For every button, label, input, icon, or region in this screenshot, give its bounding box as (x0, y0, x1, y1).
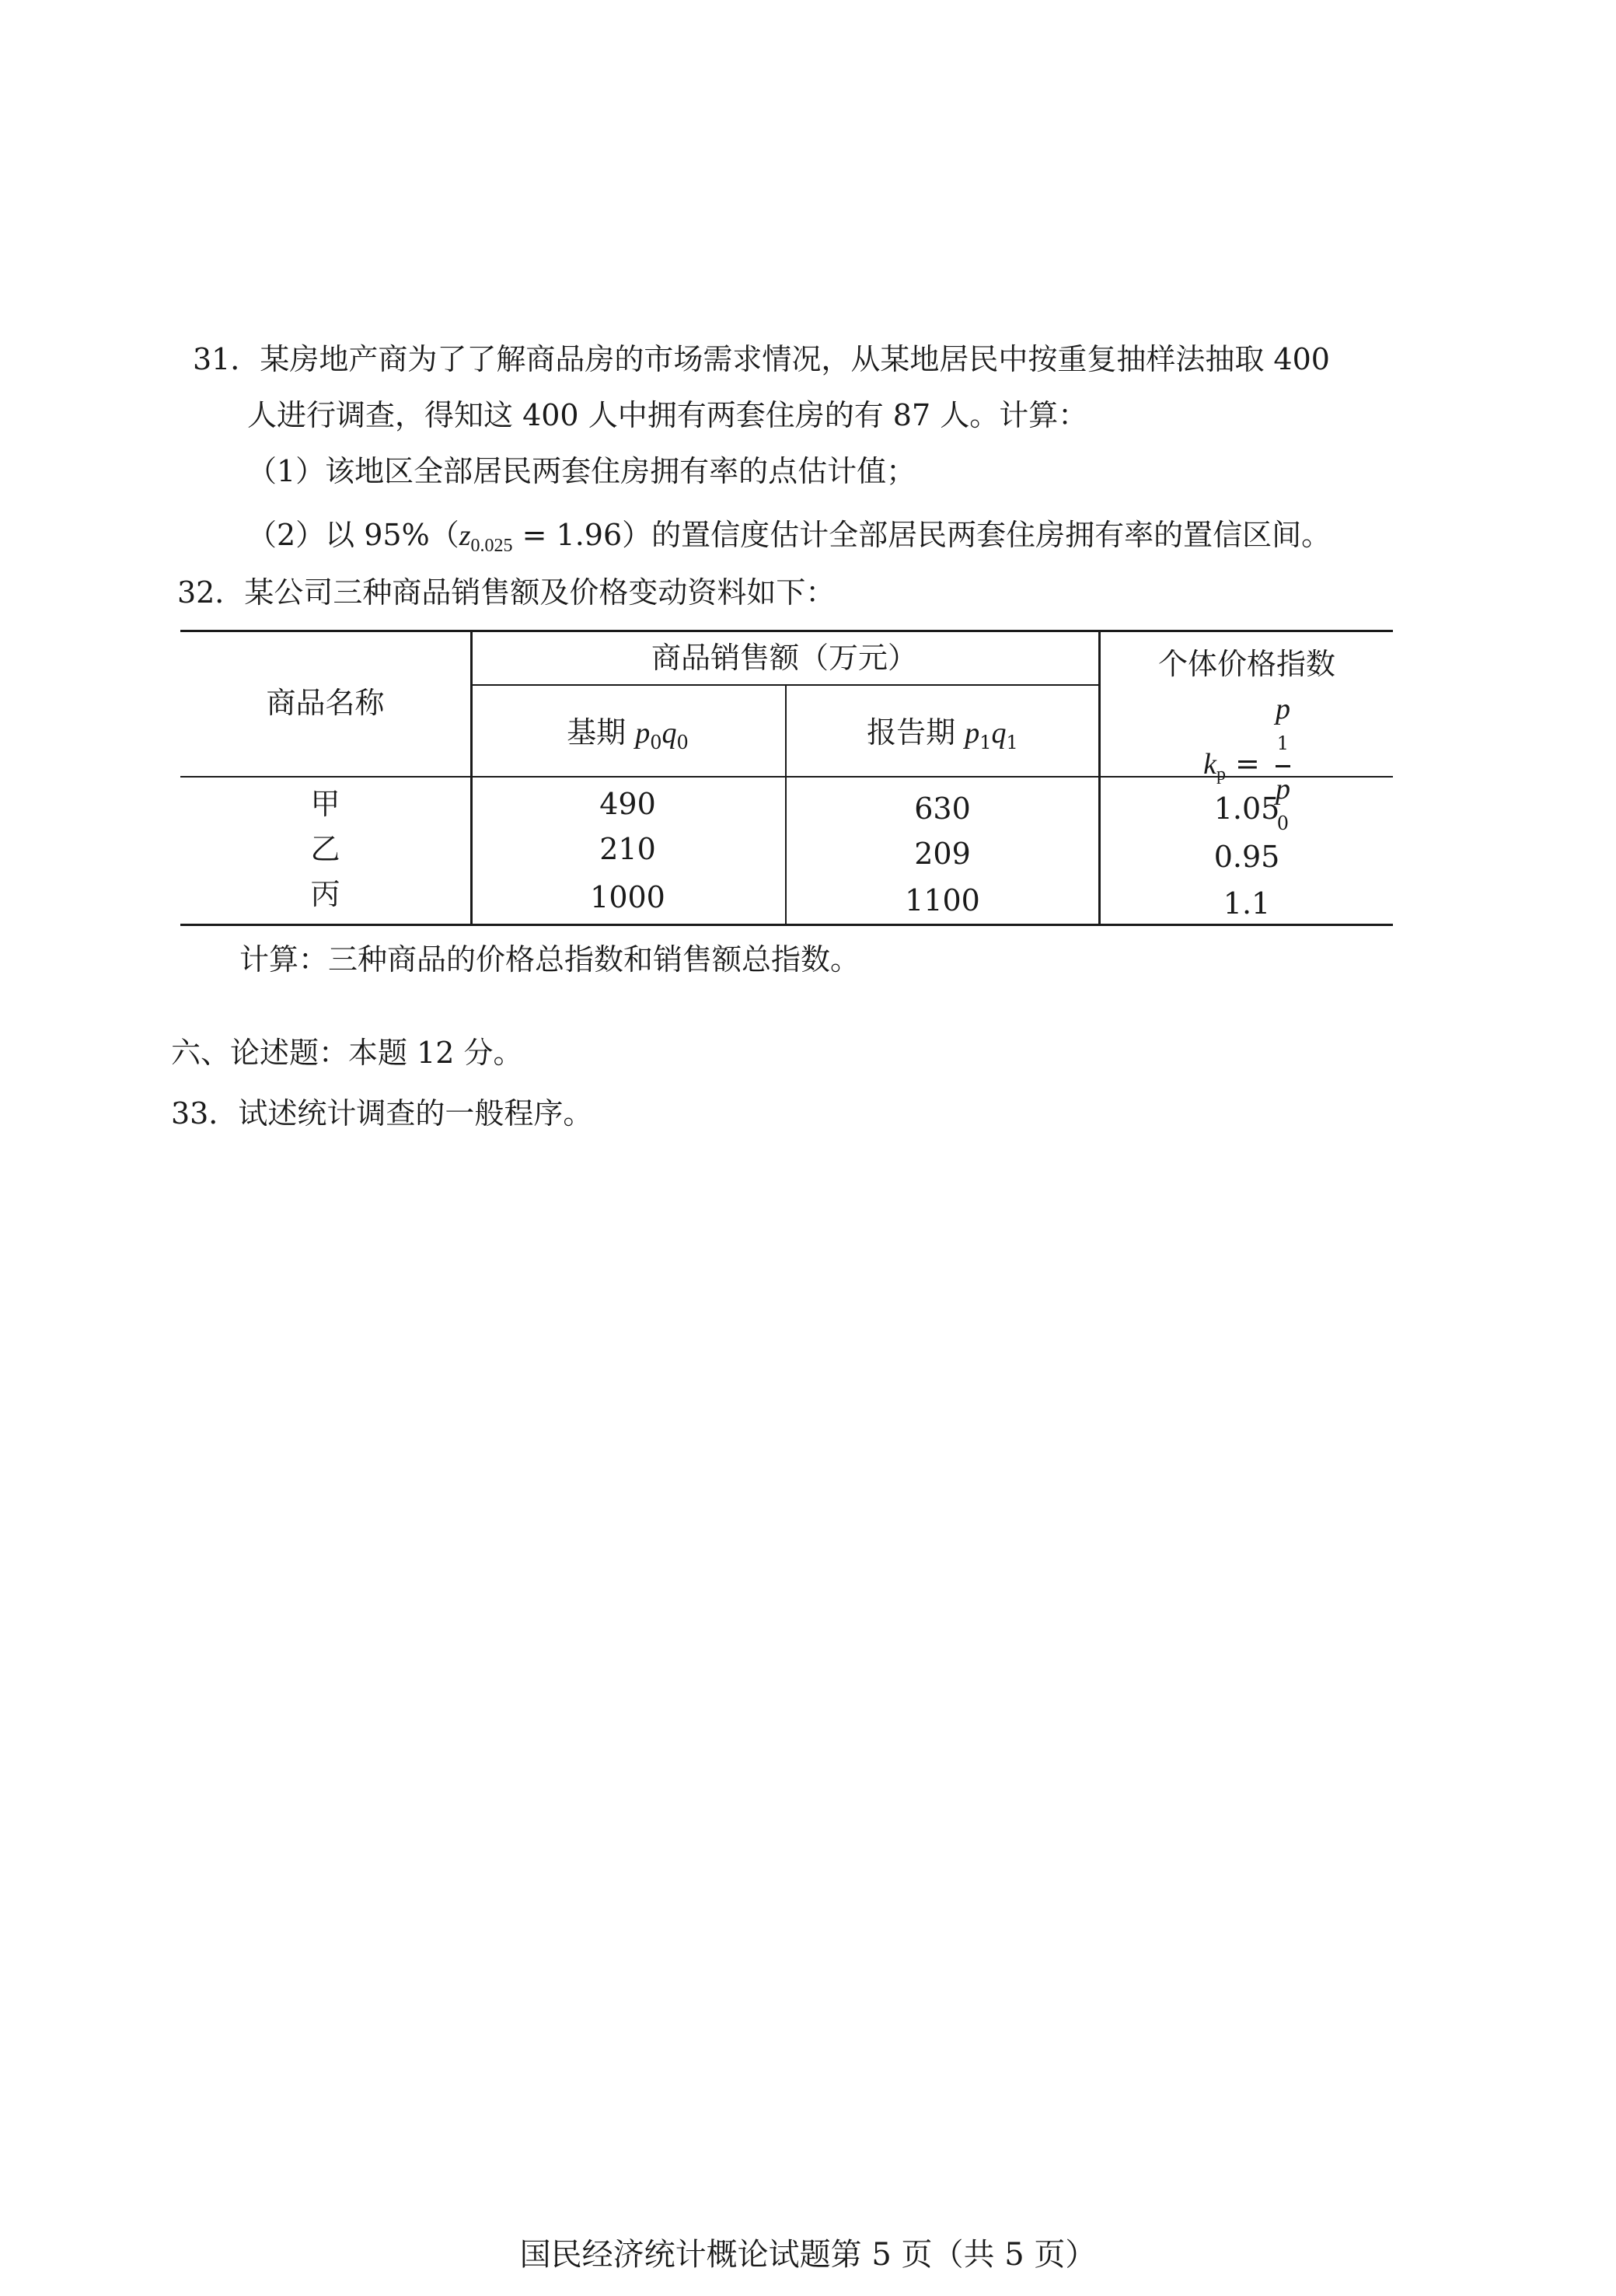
section-6-heading: 六、论述题：本题 12 分。 (171, 1036, 523, 1070)
report-sales: 630 (914, 792, 971, 826)
base-sales: 210 (599, 832, 656, 866)
q32-calc: 计算：三种商品的价格总指数和销售额总指数。 (239, 942, 860, 977)
report-sales: 209 (914, 837, 971, 871)
header-base-period: 基期 $p_0q_0$ (567, 715, 689, 753)
page-footer: 国民经济统计概论试题第 5 页（共 5 页） (519, 2237, 1097, 2273)
q31-item2 (247, 516, 1331, 564)
kp-formula: $k_p$ = p 1 p 0 (1203, 693, 1290, 834)
report-sales: 1100 (905, 883, 980, 917)
header-sales: 商品销售额（万元） (651, 641, 917, 675)
price-index: 1.05 (1213, 792, 1280, 826)
header-report-period: 报告期 $p_1q_1$ (867, 715, 1018, 753)
z-subscript: 0.025 (470, 536, 513, 556)
q32-intro: 32．某公司三种商品销售额及价格变动资料如下： (177, 575, 836, 610)
q31-line1: 31．某房地产商为了了解商品房的市场需求情况，从某地居民中按重复抽样法抽取 400 (193, 342, 1330, 376)
price-index: 1.1 (1223, 886, 1271, 921)
product-name: 丙 (310, 877, 340, 911)
q31-item2-prefix: （2）以 95%（ (247, 518, 459, 552)
product-name: 乙 (310, 832, 340, 866)
z-value: = 1.96 (512, 518, 623, 552)
product-name: 甲 (310, 787, 340, 821)
z-symbol: z (459, 519, 471, 552)
q31-item2-suffix: ）的置信度估计全部居民两套住房拥有率的置信区间。 (622, 518, 1332, 552)
q33: 33．试述统计调查的一般程序。 (171, 1096, 593, 1131)
price-index: 0.95 (1213, 840, 1280, 874)
base-sales: 1000 (590, 880, 665, 914)
base-sales: 490 (599, 787, 656, 821)
header-product-name: 商品名称 (266, 686, 385, 720)
header-price-index: 个体价格指数 (1157, 647, 1335, 681)
q31-item1: （1）该地区全部居民两套住房拥有率的点估计值； (247, 454, 916, 488)
q31-line2: 人进行调查，得知这 400 人中拥有两套住房的有 87 人。计算： (247, 398, 1088, 432)
